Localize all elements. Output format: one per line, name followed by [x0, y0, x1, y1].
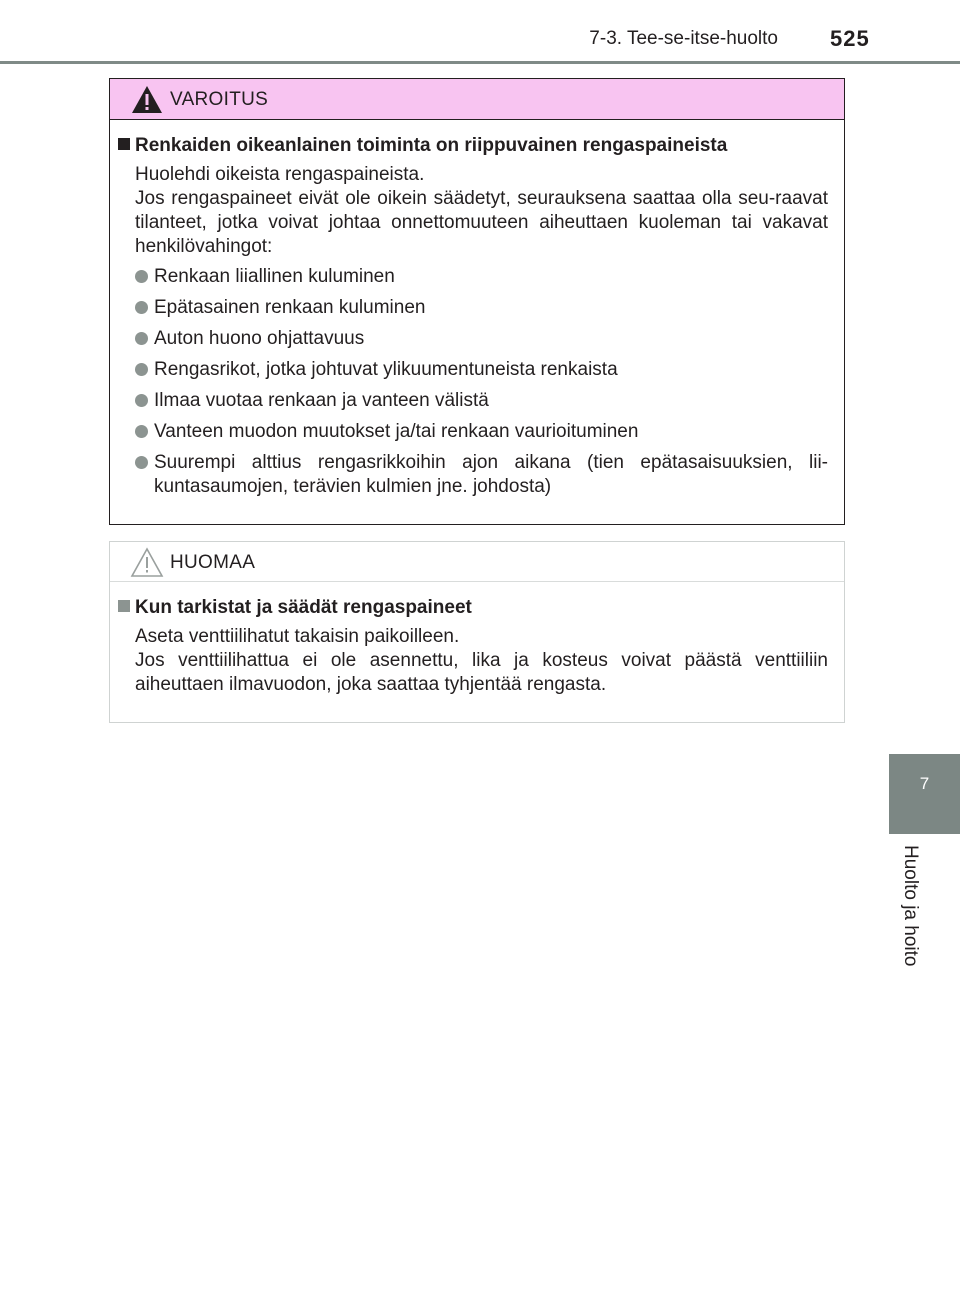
section-title: 7-3. Tee-se-itse-huolto [589, 28, 778, 49]
list-item [135, 296, 828, 320]
list-item-text: Rengasrikot, jotka johtuvat ylikuumentuneista renkaista [154, 359, 618, 380]
list-item [135, 420, 828, 444]
header-rule [0, 61, 960, 64]
warning-subhead [118, 135, 828, 157]
bullet-dot-icon [135, 456, 148, 469]
notice-title: HUOMAA [170, 552, 256, 573]
notice-body: Jos venttiilihattua ei ole asennettu, lika ja kosteus voivat päästä venttiiliin aiheuttaen ilmavuodon, joka saattaa tyhjentää rengasta. [135, 650, 828, 695]
list-item-text: Ilmaa vuotaa renkaan ja vanteen välistä [154, 390, 489, 411]
warning-box [109, 78, 845, 525]
warning-content [110, 120, 844, 499]
warning-subhead-text: Renkaiden oikeanlainen toiminta on riippuvainen rengaspaineista [135, 135, 728, 156]
caution-outline-icon [130, 547, 164, 578]
square-bullet-icon [118, 138, 130, 150]
list-item [135, 451, 828, 499]
chapter-label: Huolto ja hoito [900, 845, 921, 967]
warning-header [110, 79, 844, 120]
bullet-dot-icon [135, 363, 148, 376]
notice-subhead-text: Kun tarkistat ja säädät rengaspaineet [135, 597, 472, 618]
list-item-text: Renkaan liiallinen kuluminen [154, 266, 395, 287]
bullet-dot-icon [135, 332, 148, 345]
list-item [135, 358, 828, 382]
bullet-dot-icon [135, 301, 148, 314]
list-item [135, 327, 828, 351]
square-bullet-icon [118, 600, 130, 612]
list-item [135, 265, 828, 289]
warning-body: Jos rengaspaineet eivät ole oikein säädetyt, seurauksena saattaa olla seu-raavat tilanteet, jotka voivat johtaa onnettomuuteen aiheuttaen kuoleman tai vakavat henkilövahingot: [135, 188, 828, 257]
warning-title: VAROITUS [170, 89, 269, 110]
warning-icon [130, 84, 164, 115]
bullet-dot-icon [135, 394, 148, 407]
bullet-dot-icon [135, 270, 148, 283]
notice-box [109, 541, 845, 723]
list-item-text: Vanteen muodon muutokset ja/tai renkaan vaurioituminen [154, 421, 639, 442]
bullet-dot-icon [135, 425, 148, 438]
warning-intro: Huolehdi oikeista rengaspaineista. [135, 164, 425, 185]
list-item [135, 389, 828, 413]
list-item-text: Epätasainen renkaan kuluminen [154, 297, 426, 318]
notice-intro: Aseta venttiilihatut takaisin paikoilleen. [135, 626, 460, 647]
warning-list [118, 265, 828, 499]
chapter-number: 7 [919, 774, 930, 793]
list-item-text: Auton huono ohjattavuus [154, 328, 365, 349]
list-item-text: Suurempi alttius rengasrikkoihin ajon aikana (tien epätasaisuuksien, lii-kuntasaumojen, terävien kulmien jne. johdosta) [154, 452, 828, 497]
notice-header [110, 542, 844, 582]
page-number: 525 [830, 26, 870, 51]
chapter-tab [889, 754, 960, 834]
notice-subhead [118, 597, 828, 619]
notice-content [110, 582, 844, 697]
